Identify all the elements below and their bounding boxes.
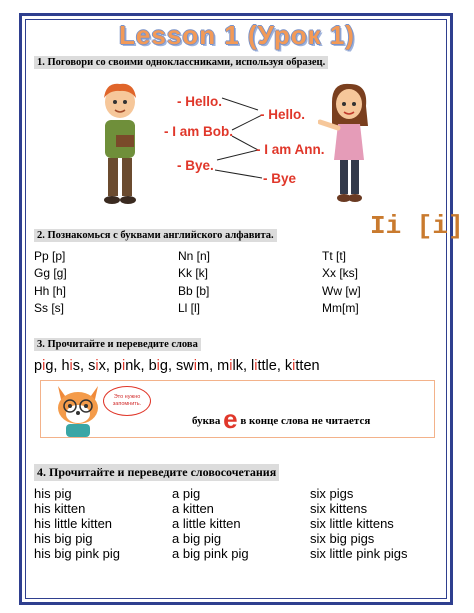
word: milk <box>217 358 243 374</box>
alphabet-cell: Bb [b] <box>178 284 210 298</box>
rule-letter-e: е <box>223 404 238 434</box>
word: little <box>251 358 277 374</box>
alphabet-cell: Mm[m] <box>322 301 359 315</box>
word: six <box>88 358 106 374</box>
alphabet-cell: Ss [s] <box>34 301 65 315</box>
task-2-heading: 2. Познакомься с буквами английского алфавита. <box>34 229 277 242</box>
phrase-cell: his pig <box>34 486 72 501</box>
word-list: pig, his, six, pink, big, swim, milk, little, kitten <box>34 358 320 374</box>
alphabet-cell: Kk [k] <box>178 266 209 280</box>
phrase-cell: six kittens <box>310 501 368 516</box>
silent-e-rule <box>192 404 370 435</box>
phrase-cell: his big pig <box>34 531 93 546</box>
word: pig <box>34 358 54 374</box>
speech-bubble: Это нужно запомнить. <box>103 386 151 416</box>
alphabet-cell: Nn [n] <box>178 249 211 263</box>
task-3-heading: 3. Прочитайте и переведите слова <box>34 338 201 351</box>
phrase-cell: a kitten <box>172 501 214 516</box>
fox-teacher-illustration <box>52 382 104 438</box>
phrase-cell: his little kitten <box>34 516 113 531</box>
alphabet-cell: Xx [ks] <box>322 266 359 280</box>
word: swim <box>176 358 210 374</box>
alphabet-cell: Pp [p] <box>34 249 66 263</box>
lesson-title: Lesson 1 (Урок 1) <box>119 20 355 50</box>
word: big <box>148 358 168 374</box>
word: pink <box>113 358 141 374</box>
dialog-right-1: - Hello. <box>260 107 306 122</box>
alphabet-cell: Ww [w] <box>322 284 361 298</box>
dialog-left-2: - I am Bob. <box>164 124 234 139</box>
word: his <box>61 358 81 374</box>
phrase-cell: six big pigs <box>310 531 375 546</box>
phrase-cell: his kitten <box>34 501 86 516</box>
alphabet-cell: Ll [l] <box>178 301 201 315</box>
task-1-heading: 1. Поговори со своими одноклассниками, используя образец. <box>34 56 328 69</box>
word: kitten <box>284 358 320 374</box>
dialog-left-3: - Bye. <box>177 158 214 173</box>
phrase-cell: six pigs <box>310 486 354 501</box>
phrase-cell: a pig <box>172 486 201 501</box>
alphabet-cell: Hh [h] <box>34 284 67 298</box>
alphabet-cell: Gg [g] <box>34 266 67 280</box>
task-4-heading: 4. Прочитайте и переведите словосочетания <box>34 464 279 481</box>
phrase-cell: a big pig <box>172 531 222 546</box>
dialog-right-2: - I am Ann. <box>256 142 325 157</box>
alphabet-cell: Tt [t] <box>322 249 346 263</box>
dialog-right-3: - Bye <box>263 171 297 186</box>
rule-text-after: в конце слова не читается <box>237 415 371 427</box>
rule-text-before: буква <box>192 415 224 427</box>
phrase-cell: a little kitten <box>172 516 241 531</box>
phrase-cell: six little kittens <box>310 516 394 531</box>
phrase-cell: a big pink pig <box>172 546 249 561</box>
dialog-left-1: - Hello. <box>177 94 223 109</box>
letter-highlight: Ii [i] <box>370 211 464 241</box>
phrase-cell: his big pink pig <box>34 546 120 561</box>
phrase-cell: six little pink pigs <box>310 546 408 561</box>
